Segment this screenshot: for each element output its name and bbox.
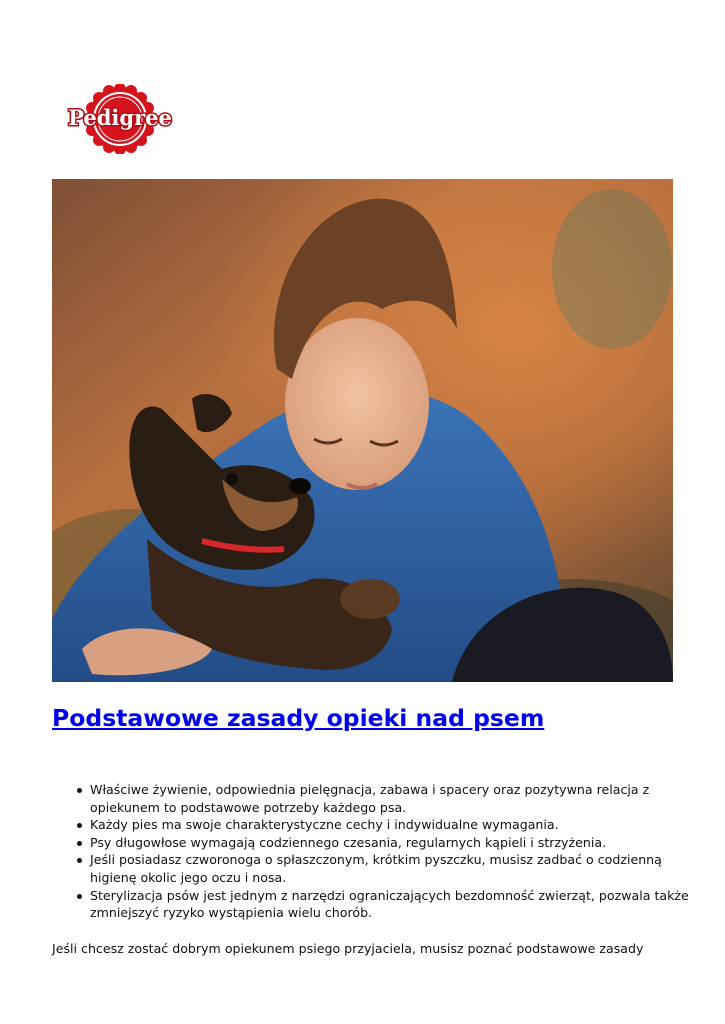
intro-paragraph: Jeśli chcesz zostać dobrym opiekunem psiego przyjaciela, musisz poznać podstawowe zasady — [52, 941, 644, 956]
list-item: Psy długowłose wymagają codziennego czesania, regularnych kąpieli i strzyżenia. — [90, 834, 710, 852]
logo-text: Pedigree — [68, 105, 172, 130]
list-item: Każdy pies ma swoje charakterystyczne cechy i indywidualne wymagania. — [90, 816, 710, 834]
article-title[interactable]: Podstawowe zasady opieki nad psem — [52, 704, 545, 732]
pedigree-logo — [58, 84, 182, 154]
summary-list — [52, 781, 710, 922]
list-item: Jeśli posiadasz czworonoga o spłaszczonym, krótkim pyszczku, musisz zadbać o codzienną higienę okolic jego oczu i nosa. — [90, 851, 710, 886]
list-item: Sterylizacja psów jest jednym z narzędzi ograniczających bezdomność zwierząt, pozwala także zmniejszyć ryzyko wystąpienia wielu chorób. — [90, 887, 710, 922]
hero-image — [52, 179, 673, 682]
list-item: Właściwe żywienie, odpowiednia pielęgnacja, zabawa i spacery oraz pozytywna relacja z opiekunem to podstawowe potrzeby każdego psa. — [90, 781, 710, 816]
